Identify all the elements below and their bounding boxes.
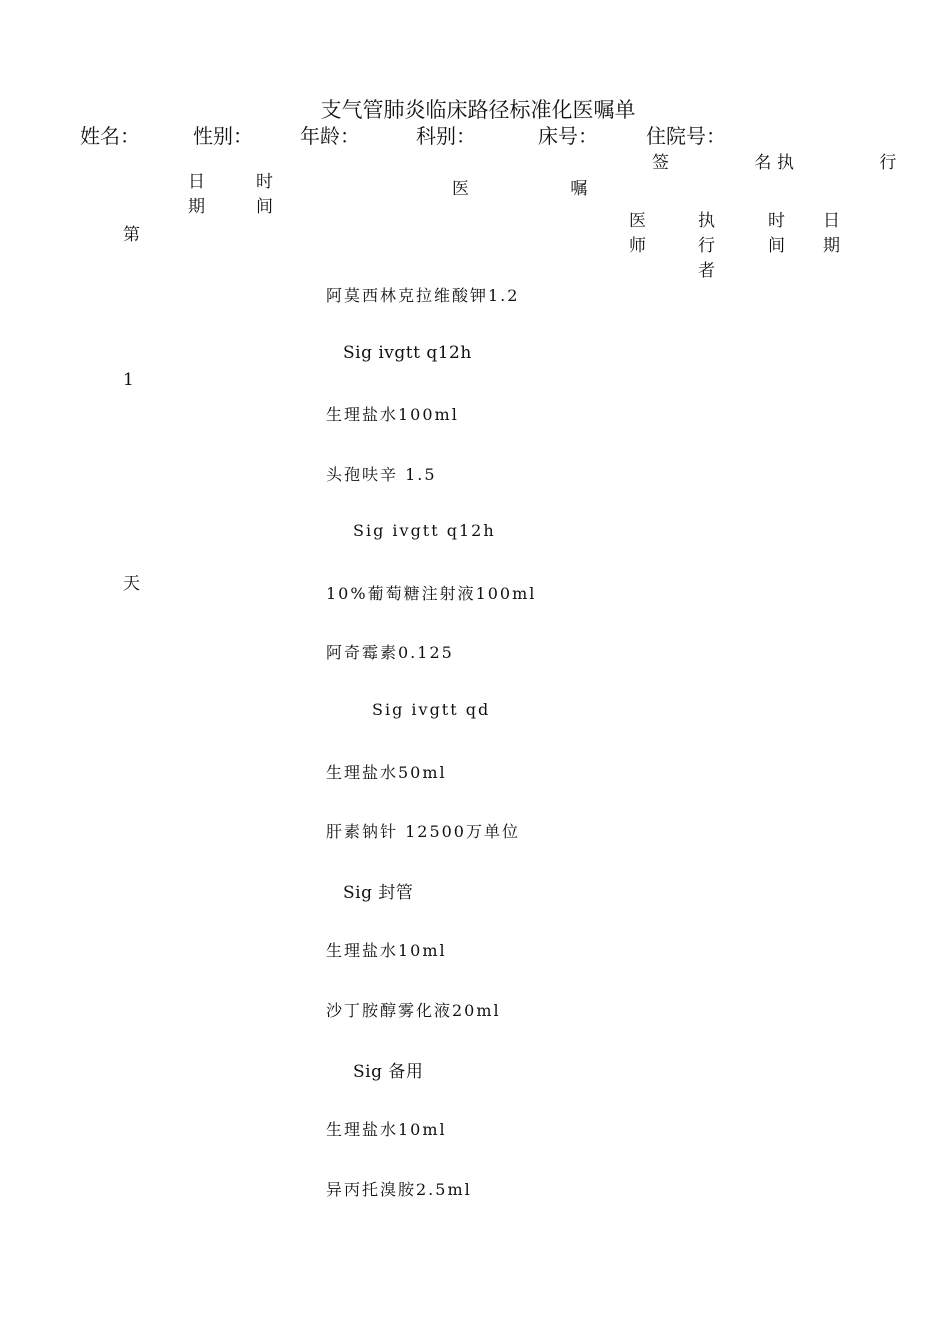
order-item: Sig 备用 <box>353 1062 424 1082</box>
executor-column-header <box>698 209 715 284</box>
exec-date-column-header <box>823 209 840 259</box>
exec-time-header-char-1: 时 <box>768 211 785 231</box>
order-item: 异丙托溴胺2.5ml <box>326 1180 472 1199</box>
order-item: 阿奇霉素0.125 <box>326 643 454 662</box>
day-label-char-2: 天 <box>123 574 140 594</box>
date-header-char-2: 期 <box>188 197 205 217</box>
department-label: 科别： <box>416 124 476 148</box>
patient-sex-label: 性别： <box>193 124 253 148</box>
executor-header-char-2: 行 <box>698 236 715 256</box>
order-item: Sig ivgtt q12h <box>353 521 496 540</box>
patient-age-label: 年龄： <box>300 124 360 148</box>
time-column-header <box>256 170 273 220</box>
order-item: 头孢呋辛 1.5 <box>326 465 437 484</box>
order-item: 生理盐水10ml <box>326 941 447 960</box>
doctor-header-char-1: 医 <box>629 211 646 231</box>
order-item: Sig ivgtt q12h <box>343 343 472 363</box>
executor-header-char-3: 者 <box>698 261 715 281</box>
bed-number-label: 床号： <box>538 124 598 148</box>
order-item: 生理盐水10ml <box>326 1120 447 1139</box>
order-item: 生理盐水50ml <box>326 763 447 782</box>
time-header-char-2: 间 <box>256 197 273 217</box>
exec-time-header-char-2: 间 <box>768 236 785 256</box>
executor-header-char-1: 执 <box>698 211 715 231</box>
execution-header: 执 行 <box>777 153 937 173</box>
day-label-char-1: 第 <box>123 225 140 245</box>
order-item: 阿莫西林克拉维酸钾1.2 <box>326 286 520 305</box>
day-label-number: 1 <box>123 370 134 390</box>
date-header-char-1: 日 <box>188 172 205 192</box>
doctor-header-char-2: 师 <box>629 236 646 256</box>
order-item: Sig 封管 <box>343 883 414 903</box>
order-item: 10%葡萄糖注射液100ml <box>326 584 537 603</box>
signature-header: 签 名 <box>652 153 812 173</box>
order-column-header: 医 嘱 <box>452 179 636 199</box>
exec-date-header-char-2: 期 <box>823 236 840 256</box>
date-column-header <box>188 170 205 220</box>
order-item: 沙丁胺醇雾化液20ml <box>326 1001 501 1020</box>
order-item: 肝素钠针 12500万单位 <box>326 822 520 841</box>
patient-name-label: 姓名： <box>80 124 140 148</box>
exec-time-column-header <box>768 209 785 259</box>
page-title: 支气管肺炎临床路径标准化医嘱单 <box>320 98 636 122</box>
admission-number-label: 住院号： <box>646 124 726 148</box>
order-item: Sig ivgtt qd <box>372 700 491 719</box>
exec-date-header-char-1: 日 <box>823 211 840 231</box>
doctor-column-header <box>629 209 646 259</box>
order-item: 生理盐水100ml <box>326 405 459 424</box>
time-header-char-1: 时 <box>256 172 273 192</box>
